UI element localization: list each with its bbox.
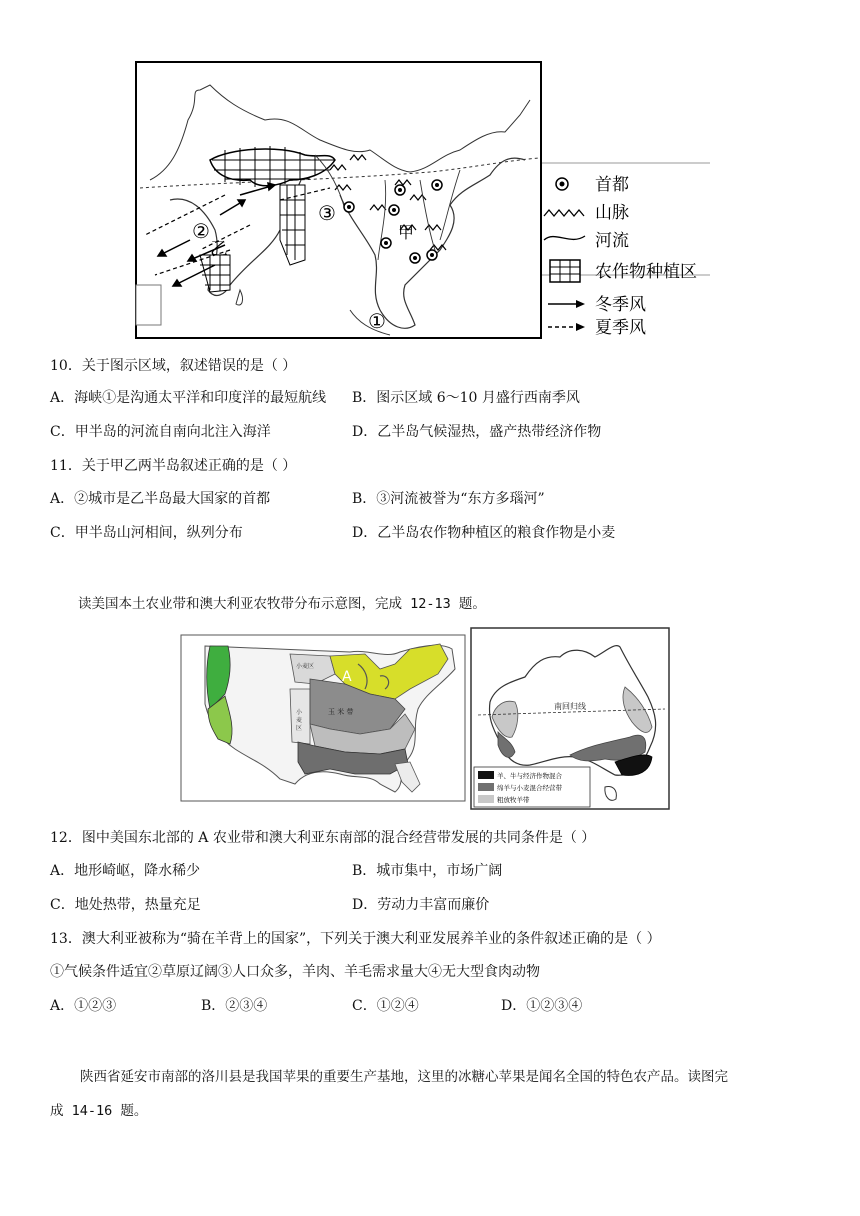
map1-legend (542, 163, 710, 338)
us-label-wheat-side: 小麦区 (296, 709, 303, 732)
australia-agriculture-map (470, 627, 670, 810)
us-label-corn: 玉 米 带 (328, 708, 354, 716)
q12-option-c[interactable]: C．地处热带，热量充足 (50, 897, 201, 913)
label-jia: 甲 (398, 223, 415, 242)
q11-option-b[interactable]: B．③河流被誉为“东方多瑙河” (352, 491, 545, 507)
au-legend (474, 767, 590, 807)
us-label-a: A (342, 669, 352, 685)
q13-option-d[interactable]: D．①②③④ (501, 998, 583, 1014)
asia-monsoon-map (130, 60, 710, 342)
q11-stem: 11．关于甲乙两半岛叙述正确的是（ ） (50, 458, 297, 474)
q13-statements: ①气候条件适宜②草原辽阔③人口众多，羊肉、羊毛需求量大④无大型食肉动物 (50, 964, 540, 980)
q13-option-c[interactable]: C．①②④ (352, 998, 419, 1014)
q10-option-a[interactable]: A．海峡①是沟通太平洋和印度洋的最短航线 (50, 390, 327, 406)
q12-option-d[interactable]: D．劳动力丰富而廉价 (352, 897, 490, 913)
intro-14-16-line2: 成 14-16 题。 (50, 1103, 148, 1119)
intro-12-13: 读美国本土农业带和澳大利亚农牧带分布示意图，完成 12-13 题。 (78, 596, 486, 612)
q10-option-c[interactable]: C．甲半岛的河流自南向北注入海洋 (50, 424, 271, 440)
q10-option-d[interactable]: D．乙半岛气候湿热，盛产热带经济作物 (352, 424, 602, 440)
label-circle1: ① (368, 309, 386, 333)
au-legend-pastoral: 粗放牧羊带 (497, 796, 530, 804)
legend-summer-monsoon: 夏季风 (595, 318, 646, 338)
legend-winter-monsoon: 冬季风 (595, 295, 646, 315)
q10-stem: 10．关于图示区域，叙述错误的是（ ） (50, 358, 297, 374)
us-agriculture-map (180, 634, 466, 802)
q13-option-a[interactable]: A．①②③ (50, 998, 117, 1014)
legend-mountain: 山脉 (595, 203, 629, 223)
au-legend-wheat-sheep: 绵羊与小麦混合经营带 (497, 784, 562, 792)
au-legend-mixed: 羊、牛与经济作物混合 (497, 772, 562, 780)
legend-capital: 首都 (595, 175, 629, 195)
label-yi: 乙 (210, 239, 228, 260)
us-map-svg (180, 634, 466, 802)
q11-option-a[interactable]: A．②城市是乙半岛最大国家的首都 (50, 491, 271, 507)
intro-14-16-line1: 陕西省延安市南部的洛川县是我国苹果的重要生产基地，这里的冰糖心苹果是闻名全国的特色农产品。读图完 (80, 1069, 728, 1085)
us-label-wheat-top: 小麦区 (296, 663, 315, 670)
q11-option-c[interactable]: C．甲半岛山河相间，纵列分布 (50, 525, 243, 541)
legend-river: 河流 (595, 231, 629, 251)
label-circle3: ③ (318, 201, 336, 225)
asia-map-svg (130, 60, 710, 342)
australia-map-svg (470, 627, 670, 810)
q13-option-b[interactable]: B．②③④ (201, 998, 268, 1014)
q12-option-a[interactable]: A．地形崎岖，降水稀少 (50, 863, 201, 879)
q10-option-b[interactable]: B．图示区域 6～10 月盛行西南季风 (352, 390, 580, 406)
au-label-tropic: 南回归线 (554, 702, 586, 711)
q13-stem: 13．澳大利亚被称为“骑在羊背上的国家”，下列关于澳大利亚发展养羊业的条件叙述正确的是（ ） (50, 931, 661, 947)
label-circle2: ② (192, 219, 210, 243)
q11-option-d[interactable]: D．乙半岛农作物种植区的粮食作物是小麦 (352, 525, 616, 541)
q12-option-b[interactable]: B．城市集中，市场广阔 (352, 863, 503, 879)
q12-stem: 12．图中美国东北部的 A 农业带和澳大利亚东南部的混合经营带发展的共同条件是（ ） (50, 830, 596, 846)
legend-crop-area: 农作物种植区 (595, 262, 697, 282)
